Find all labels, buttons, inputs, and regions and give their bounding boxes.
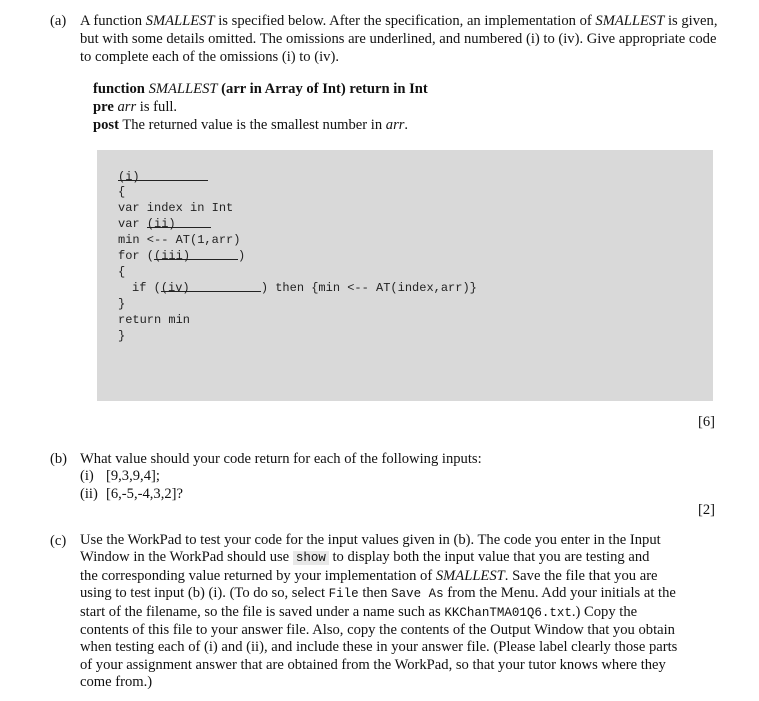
code-line: if ( (132, 281, 161, 295)
intro-text: is specified below. After the specification, an implementation of (214, 13, 596, 29)
code-line: { (118, 265, 126, 279)
blank-iii-label: (iii) (154, 249, 191, 263)
blank-ii-label: (ii) (146, 217, 176, 231)
code-line: } (118, 329, 126, 343)
period: . (404, 117, 409, 133)
pre-condition: is full. (136, 99, 178, 115)
part-b-marks: [2] (697, 502, 715, 518)
code-line: ) then {min <-- AT(index,arr)} (260, 281, 477, 295)
text: start of the filename, so the file is saved under a name such as (80, 603, 445, 620)
show-keyword: show (293, 551, 329, 565)
code-line: ) (238, 249, 246, 263)
text: using to test input (b) (i). (To do so, select (80, 585, 329, 602)
arr-param: arr (117, 99, 137, 115)
paragraph-line (80, 549, 720, 567)
part-a-intro (80, 12, 720, 66)
function-specification (93, 80, 428, 134)
code-line: return min (118, 313, 191, 327)
text: Window in the WorkPad should use (80, 549, 293, 566)
paragraph-line: of your assignment answer that are obtained from the WorkPad, so that your tutor knows where they (80, 656, 666, 673)
part-a-marks: [6] (697, 414, 715, 430)
blank-i (118, 168, 208, 184)
code-listing (118, 168, 477, 384)
part-b-inputs (80, 467, 183, 503)
text: the corresponding value returned by your implementation of (80, 567, 436, 584)
function-signature: (arr in Array of Int) return in Int (221, 81, 428, 97)
paragraph-line: come from.) (80, 674, 153, 691)
blank-i-label: (i) (118, 170, 140, 184)
function-name: SMALLEST (148, 81, 218, 97)
function-name: SMALLEST (145, 13, 215, 29)
part-c-text (80, 532, 720, 692)
pre-keyword: pre (93, 99, 114, 115)
item-number: (i) (80, 468, 94, 484)
part-a-label: (a) (50, 13, 67, 29)
blank-iv (160, 279, 261, 295)
example-filename: KKChanTMA01Q6.txt (444, 605, 572, 620)
code-line: var (118, 217, 147, 231)
code-line: { (118, 185, 126, 199)
paragraph-line (80, 585, 720, 603)
item-value: [9,3,9,4]; (106, 468, 160, 484)
function-name: SMALLEST (435, 567, 505, 584)
text: to display both the input value that you are testing and (328, 549, 650, 566)
arr-param: arr (385, 117, 405, 133)
intro-text: A function (80, 13, 146, 29)
part-c-label: (c) (50, 533, 67, 549)
item-number: (ii) (80, 486, 98, 502)
paragraph-line: Use the WorkPad to test your code for the input values given in (b). The code you enter in the Input (80, 532, 661, 548)
code-line: min <-- AT(1,arr) (118, 233, 241, 247)
function-name: SMALLEST (595, 13, 665, 29)
list-item (80, 467, 183, 485)
post-keyword: post (93, 117, 119, 133)
text: .) Copy the (571, 603, 638, 620)
file-menu-text: File (328, 587, 359, 602)
text: from the Menu. Add your initials at the (443, 585, 676, 602)
paragraph-line (80, 604, 720, 622)
code-line: } (118, 297, 126, 311)
paragraph-line (80, 568, 720, 585)
paragraph-line: when testing each of (i) and (ii), and include these in your answer file. (Please label clearly those parts (80, 639, 678, 656)
blank-iii (154, 247, 238, 263)
code-line: var index in Int (118, 201, 234, 215)
list-item (80, 485, 183, 503)
item-value: [6,-5,-4,3,2]? (106, 486, 183, 502)
function-keyword: function (93, 81, 145, 97)
part-b-label: (b) (50, 451, 68, 467)
blank-ii (146, 215, 211, 231)
text: . Save the file that you are (504, 567, 658, 584)
post-condition: The returned value is the smallest number in (118, 117, 386, 133)
save-as-menu-text: Save As (391, 587, 444, 602)
intro-text: is given, but with some details omitted. The omissions are underlined, and numbered (i) to (iv). Give appropriate code to complete each of the omissions (i) to (iv). (80, 13, 718, 65)
code-line: for ( (118, 249, 155, 263)
paragraph-line: contents of this file to your answer file. Also, copy the contents of the Output Window that you obtain (80, 622, 675, 639)
part-b-question: What value should your code return for each of the following inputs: (80, 451, 482, 467)
blank-iv-label: (iv) (160, 281, 190, 295)
code-block (97, 150, 713, 401)
text: then (358, 585, 392, 602)
